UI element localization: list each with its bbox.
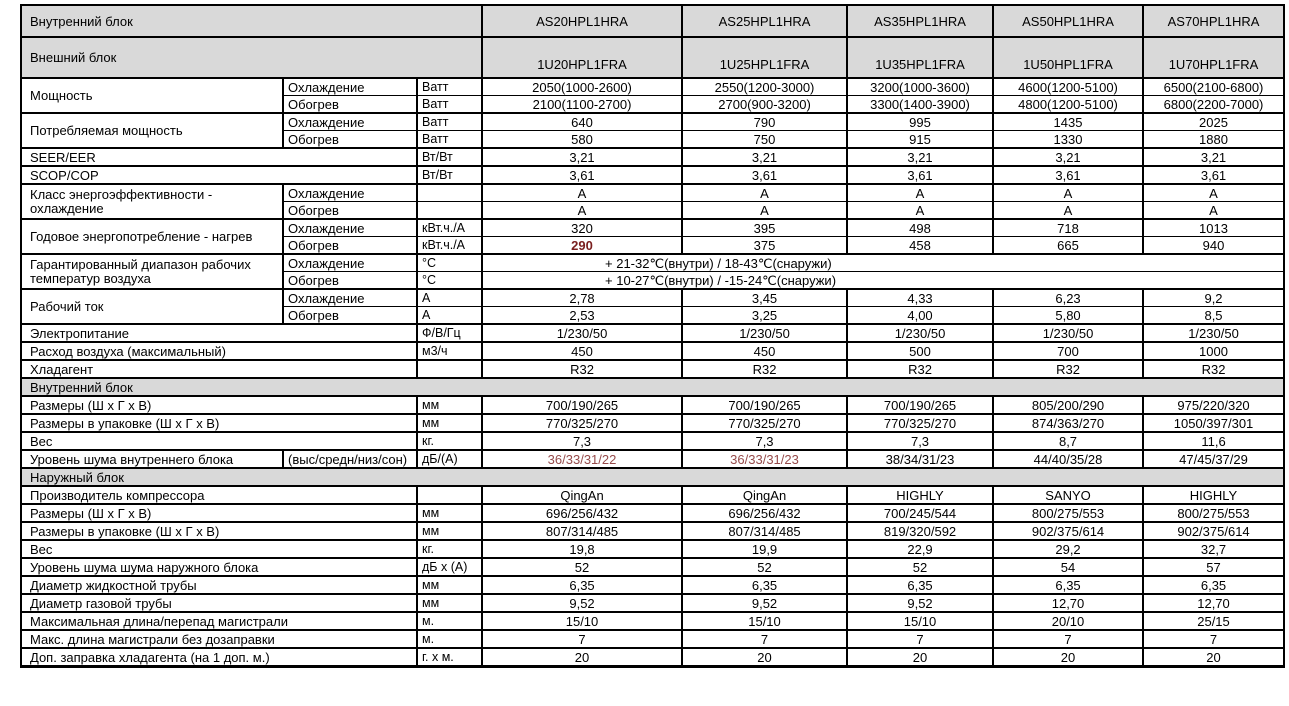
row-unit: г. х м. <box>417 648 482 667</box>
spec-value: A <box>847 184 993 202</box>
spec-row <box>21 432 1284 450</box>
spec-value: 4,33 <box>847 289 993 307</box>
outdoor-model-1u70: 1U70HPL1FRA <box>1143 37 1284 78</box>
outdoor-unit-header-row <box>21 37 1284 78</box>
spec-value: 700/245/544 <box>847 504 993 522</box>
row-unit <box>417 184 482 202</box>
spec-value: 3,21 <box>682 148 847 166</box>
spec-value: 700/190/265 <box>482 396 682 414</box>
spec-value: HIGHLY <box>1143 486 1284 504</box>
row-unit: А <box>417 289 482 307</box>
row-label: Размеры в упаковке (Ш х Г х В) <box>21 414 417 432</box>
spec-row <box>21 612 1284 630</box>
spec-value: 805/200/290 <box>993 396 1143 414</box>
spec-value: 2,78 <box>482 289 682 307</box>
row-unit: Ватт <box>417 131 482 149</box>
spec-value: 1/230/50 <box>682 324 847 342</box>
spec-value: 1880 <box>1143 131 1284 149</box>
spec-value: A <box>1143 202 1284 220</box>
row-unit: кг. <box>417 432 482 450</box>
spec-row <box>21 648 1284 667</box>
outdoor-model-1u20: 1U20HPL1FRA <box>482 37 682 78</box>
row-sublabel: Охлаждение <box>283 113 417 131</box>
spec-value: 4800(1200-5100) <box>993 96 1143 114</box>
spec-value: 3300(1400-3900) <box>847 96 993 114</box>
spec-value: 7 <box>847 630 993 648</box>
spec-value: 6,23 <box>993 289 1143 307</box>
spec-value: 3,61 <box>1143 166 1284 184</box>
spec-value: 9,52 <box>482 594 682 612</box>
spec-row <box>21 342 1284 360</box>
spec-value: 9,52 <box>847 594 993 612</box>
row-label: Уровень шума внутреннего блока <box>21 450 283 468</box>
spec-value: 57 <box>1143 558 1284 576</box>
spec-value: 52 <box>482 558 682 576</box>
spec-row <box>21 396 1284 414</box>
row-label: Гарантированный диапазон рабочих температур воздуха <box>21 254 283 289</box>
spec-value: 700 <box>993 342 1143 360</box>
spec-row <box>21 166 1284 184</box>
outdoor-model-1u35: 1U35HPL1FRA <box>847 37 993 78</box>
indoor-model-as20: AS20HPL1HRA <box>482 5 682 37</box>
spec-value: 38/34/31/23 <box>847 450 993 468</box>
spec-value: 3,61 <box>682 166 847 184</box>
spec-value: 3,21 <box>482 148 682 166</box>
spec-value: 375 <box>682 237 847 255</box>
spec-row <box>21 630 1284 648</box>
spec-value: 44/40/35/28 <box>993 450 1143 468</box>
row-label: Уровень шума шума наружного блока <box>21 558 417 576</box>
spec-row <box>21 414 1284 432</box>
spec-value: 2100(1100-2700) <box>482 96 682 114</box>
row-label: Производитель компрессора <box>21 486 417 504</box>
row-unit: Ф/В/Гц <box>417 324 482 342</box>
spec-row <box>21 113 1284 131</box>
spec-value: 3200(1000-3600) <box>847 78 993 96</box>
spec-value: 1/230/50 <box>482 324 682 342</box>
spec-value: 2550(1200-3000) <box>682 78 847 96</box>
spec-value: 5,80 <box>993 307 1143 325</box>
row-unit <box>417 360 482 378</box>
spec-value: 7 <box>993 630 1143 648</box>
spec-value: 19,8 <box>482 540 682 558</box>
spec-value: QingAn <box>682 486 847 504</box>
spec-value: 7 <box>682 630 847 648</box>
spec-value: 320 <box>482 219 682 237</box>
spec-value: A <box>1143 184 1284 202</box>
row-sublabel: Обогрев <box>283 272 417 290</box>
row-unit: м3/ч <box>417 342 482 360</box>
spec-value: A <box>847 202 993 220</box>
indoor-model-as50: AS50HPL1HRA <box>993 5 1143 37</box>
section-row <box>21 378 1284 396</box>
spec-value: 696/256/432 <box>482 504 682 522</box>
spec-value: 700/190/265 <box>682 396 847 414</box>
spec-value: 54 <box>993 558 1143 576</box>
row-unit: дБ х (А) <box>417 558 482 576</box>
row-label: Диаметр газовой трубы <box>21 594 417 612</box>
spec-value: 12,70 <box>993 594 1143 612</box>
spec-row <box>21 576 1284 594</box>
spec-value: 500 <box>847 342 993 360</box>
row-sublabel: Обогрев <box>283 307 417 325</box>
spec-value: 665 <box>993 237 1143 255</box>
row-label: Максимальная длина/перепад магистрали <box>21 612 417 630</box>
spec-value: 718 <box>993 219 1143 237</box>
row-unit: Вт/Вт <box>417 148 482 166</box>
row-sublabel: (выс/средн/низ/сон) <box>283 450 417 468</box>
spec-value: 700/190/265 <box>847 396 993 414</box>
row-unit: °С <box>417 254 482 272</box>
spec-value: 3,21 <box>1143 148 1284 166</box>
spec-value: 3,21 <box>993 148 1143 166</box>
row-unit: мм <box>417 504 482 522</box>
row-label: Размеры в упаковке (Ш х Г х В) <box>21 522 417 540</box>
row-sublabel: Охлаждение <box>283 289 417 307</box>
spec-row <box>21 450 1284 468</box>
row-unit: кВт.ч./А <box>417 219 482 237</box>
spec-value: 8,7 <box>993 432 1143 450</box>
spec-row <box>21 360 1284 378</box>
spec-value: 770/325/270 <box>682 414 847 432</box>
spec-value: 1050/397/301 <box>1143 414 1284 432</box>
row-unit: А <box>417 307 482 325</box>
spec-value: 52 <box>847 558 993 576</box>
spec-value: A <box>482 202 682 220</box>
spec-value: 3,61 <box>482 166 682 184</box>
spec-value: 11,6 <box>1143 432 1284 450</box>
spec-value: 3,61 <box>993 166 1143 184</box>
row-label: Вес <box>21 540 417 558</box>
row-unit: кВт.ч./А <box>417 237 482 255</box>
spec-value-merged: + 21-32℃(внутри) / 18-43℃(снаружи) <box>482 254 1284 272</box>
row-label: Годовое энергопотребление - нагрев <box>21 219 283 254</box>
row-sublabel: Обогрев <box>283 131 417 149</box>
indoor-model-as70: AS70HPL1HRA <box>1143 5 1284 37</box>
spec-value: 7,3 <box>847 432 993 450</box>
spec-value: A <box>482 184 682 202</box>
indoor-model-as25: AS25HPL1HRA <box>682 5 847 37</box>
spec-value: 36/33/31/23 <box>682 450 847 468</box>
spec-value: 20 <box>1143 648 1284 667</box>
spec-value: R32 <box>847 360 993 378</box>
spec-value: 940 <box>1143 237 1284 255</box>
spec-value: 52 <box>682 558 847 576</box>
row-label: Потребляемая мощность <box>21 113 283 148</box>
row-unit: мм <box>417 522 482 540</box>
spec-value: 3,45 <box>682 289 847 307</box>
spec-value: 1435 <box>993 113 1143 131</box>
spec-value: 450 <box>482 342 682 360</box>
spec-value: 874/363/270 <box>993 414 1143 432</box>
spec-value: 807/314/485 <box>682 522 847 540</box>
spec-value: 20/10 <box>993 612 1143 630</box>
spec-value: 6,35 <box>682 576 847 594</box>
row-label: Вес <box>21 432 417 450</box>
row-unit: Ватт <box>417 96 482 114</box>
spec-value: 6,35 <box>1143 576 1284 594</box>
spec-value: 32,7 <box>1143 540 1284 558</box>
row-label: Размеры (Ш х Г х В) <box>21 396 417 414</box>
spec-value: QingAn <box>482 486 682 504</box>
row-sublabel: Охлаждение <box>283 219 417 237</box>
spec-value: 1330 <box>993 131 1143 149</box>
spec-row <box>21 78 1284 96</box>
spec-row <box>21 486 1284 504</box>
spec-value: 7 <box>1143 630 1284 648</box>
spec-value: 498 <box>847 219 993 237</box>
row-sublabel: Охлаждение <box>283 78 417 96</box>
spec-value: SANYO <box>993 486 1143 504</box>
spec-row <box>21 558 1284 576</box>
spec-value: HIGHLY <box>847 486 993 504</box>
spec-table-body <box>21 5 1284 667</box>
indoor-unit-header-row <box>21 5 1284 37</box>
row-sublabel: Обогрев <box>283 202 417 220</box>
spec-value: 3,25 <box>682 307 847 325</box>
row-unit: кг. <box>417 540 482 558</box>
spec-value: 15/10 <box>682 612 847 630</box>
spec-value: 6800(2200-7000) <box>1143 96 1284 114</box>
spec-value: 2700(900-3200) <box>682 96 847 114</box>
spec-value: A <box>682 202 847 220</box>
row-unit: мм <box>417 576 482 594</box>
spec-row <box>21 504 1284 522</box>
row-label: SCOP/COP <box>21 166 417 184</box>
spec-value: 8,5 <box>1143 307 1284 325</box>
section-header: Внутренний блок <box>21 378 1284 396</box>
row-unit: Ватт <box>417 78 482 96</box>
row-unit: Ватт <box>417 113 482 131</box>
spec-value: 19,9 <box>682 540 847 558</box>
spec-value: 12,70 <box>1143 594 1284 612</box>
row-label: Расход воздуха (максимальный) <box>21 342 417 360</box>
spec-value: R32 <box>993 360 1143 378</box>
spec-value-merged: + 10-27℃(внутри) / -15-24℃(снаружи) <box>482 272 1284 290</box>
row-label: Макс. длина магистрали без дозаправки <box>21 630 417 648</box>
outdoor-model-1u25: 1U25HPL1FRA <box>682 37 847 78</box>
spec-value: 395 <box>682 219 847 237</box>
spec-value: 29,2 <box>993 540 1143 558</box>
row-sublabel: Охлаждение <box>283 184 417 202</box>
spec-value: 6500(2100-6800) <box>1143 78 1284 96</box>
row-unit: м. <box>417 630 482 648</box>
indoor-unit-label: Внутренний блок <box>21 5 482 37</box>
spec-value: 580 <box>482 131 682 149</box>
spec-row <box>21 148 1284 166</box>
spec-value: 20 <box>682 648 847 667</box>
spec-value: 640 <box>482 113 682 131</box>
spec-value: 790 <box>682 113 847 131</box>
spec-value: 902/375/614 <box>1143 522 1284 540</box>
spec-value: 4600(1200-5100) <box>993 78 1143 96</box>
spec-value: 800/275/553 <box>1143 504 1284 522</box>
spec-value: 6,35 <box>847 576 993 594</box>
spec-row <box>21 254 1284 272</box>
row-sublabel: Обогрев <box>283 96 417 114</box>
row-unit: мм <box>417 594 482 612</box>
row-label: Мощность <box>21 78 283 113</box>
spec-value: 902/375/614 <box>993 522 1143 540</box>
spec-value: R32 <box>482 360 682 378</box>
row-unit <box>417 202 482 220</box>
spec-value: 800/275/553 <box>993 504 1143 522</box>
spec-value: 7 <box>482 630 682 648</box>
spec-value: 750 <box>682 131 847 149</box>
spec-row <box>21 540 1284 558</box>
outdoor-model-1u50: 1U50HPL1FRA <box>993 37 1143 78</box>
spec-row <box>21 324 1284 342</box>
spec-value: A <box>993 184 1143 202</box>
spec-value: 7,3 <box>682 432 847 450</box>
row-sublabel: Охлаждение <box>283 254 417 272</box>
spec-value: 25/15 <box>1143 612 1284 630</box>
indoor-model-as35: AS35HPL1HRA <box>847 5 993 37</box>
spec-value: 1/230/50 <box>847 324 993 342</box>
spec-value: 1000 <box>1143 342 1284 360</box>
row-label: Диаметр жидкостной трубы <box>21 576 417 594</box>
spec-value: 819/320/592 <box>847 522 993 540</box>
spec-value: 770/325/270 <box>847 414 993 432</box>
spec-value: 450 <box>682 342 847 360</box>
spec-row <box>21 219 1284 237</box>
spec-value: 36/33/31/22 <box>482 450 682 468</box>
row-unit: Вт/Вт <box>417 166 482 184</box>
spec-value: 807/314/485 <box>482 522 682 540</box>
spec-value: 20 <box>847 648 993 667</box>
spec-value: 6,35 <box>482 576 682 594</box>
section-row <box>21 468 1284 486</box>
spec-value: 2,53 <box>482 307 682 325</box>
spec-value: 22,9 <box>847 540 993 558</box>
spec-value: 995 <box>847 113 993 131</box>
spec-value: R32 <box>682 360 847 378</box>
spec-value: 3,21 <box>847 148 993 166</box>
spec-value: 2050(1000-2600) <box>482 78 682 96</box>
spec-value: 20 <box>993 648 1143 667</box>
spec-value: 290 <box>482 237 682 255</box>
spec-value: A <box>682 184 847 202</box>
spec-value: 3,61 <box>847 166 993 184</box>
spec-value: 458 <box>847 237 993 255</box>
spec-value: 9,52 <box>682 594 847 612</box>
spec-value: 1/230/50 <box>1143 324 1284 342</box>
spec-value: 6,35 <box>993 576 1143 594</box>
spec-value: 4,00 <box>847 307 993 325</box>
spec-value: 915 <box>847 131 993 149</box>
spec-value: 975/220/320 <box>1143 396 1284 414</box>
spec-value: A <box>993 202 1143 220</box>
row-unit: дБ/(А) <box>417 450 482 468</box>
row-unit: °С <box>417 272 482 290</box>
row-unit: мм <box>417 396 482 414</box>
row-label: Размеры (Ш х Г х В) <box>21 504 417 522</box>
spec-row <box>21 184 1284 202</box>
row-label: Класс энергоэффективности - охлаждение <box>21 184 283 219</box>
spec-value: 2025 <box>1143 113 1284 131</box>
row-unit: мм <box>417 414 482 432</box>
spec-value: 15/10 <box>847 612 993 630</box>
spec-row <box>21 522 1284 540</box>
spec-value: 47/45/37/29 <box>1143 450 1284 468</box>
spec-value: R32 <box>1143 360 1284 378</box>
spec-value: 7,3 <box>482 432 682 450</box>
outdoor-unit-label: Внешний блок <box>21 37 482 78</box>
spec-row <box>21 594 1284 612</box>
section-header: Наружный блок <box>21 468 1284 486</box>
row-label: Доп. заправка хладагента (на 1 доп. м.) <box>21 648 417 667</box>
spec-value: 15/10 <box>482 612 682 630</box>
spec-table <box>20 4 1285 668</box>
spec-value: 20 <box>482 648 682 667</box>
spec-row <box>21 289 1284 307</box>
spec-value: 1013 <box>1143 219 1284 237</box>
spec-value: 1/230/50 <box>993 324 1143 342</box>
spec-value: 770/325/270 <box>482 414 682 432</box>
row-unit: м. <box>417 612 482 630</box>
row-label: SEER/EER <box>21 148 417 166</box>
row-sublabel: Обогрев <box>283 237 417 255</box>
row-label: Электропитание <box>21 324 417 342</box>
spec-value: 696/256/432 <box>682 504 847 522</box>
row-unit <box>417 486 482 504</box>
spec-value: 9,2 <box>1143 289 1284 307</box>
row-label: Рабочий ток <box>21 289 283 324</box>
row-label: Хладагент <box>21 360 417 378</box>
